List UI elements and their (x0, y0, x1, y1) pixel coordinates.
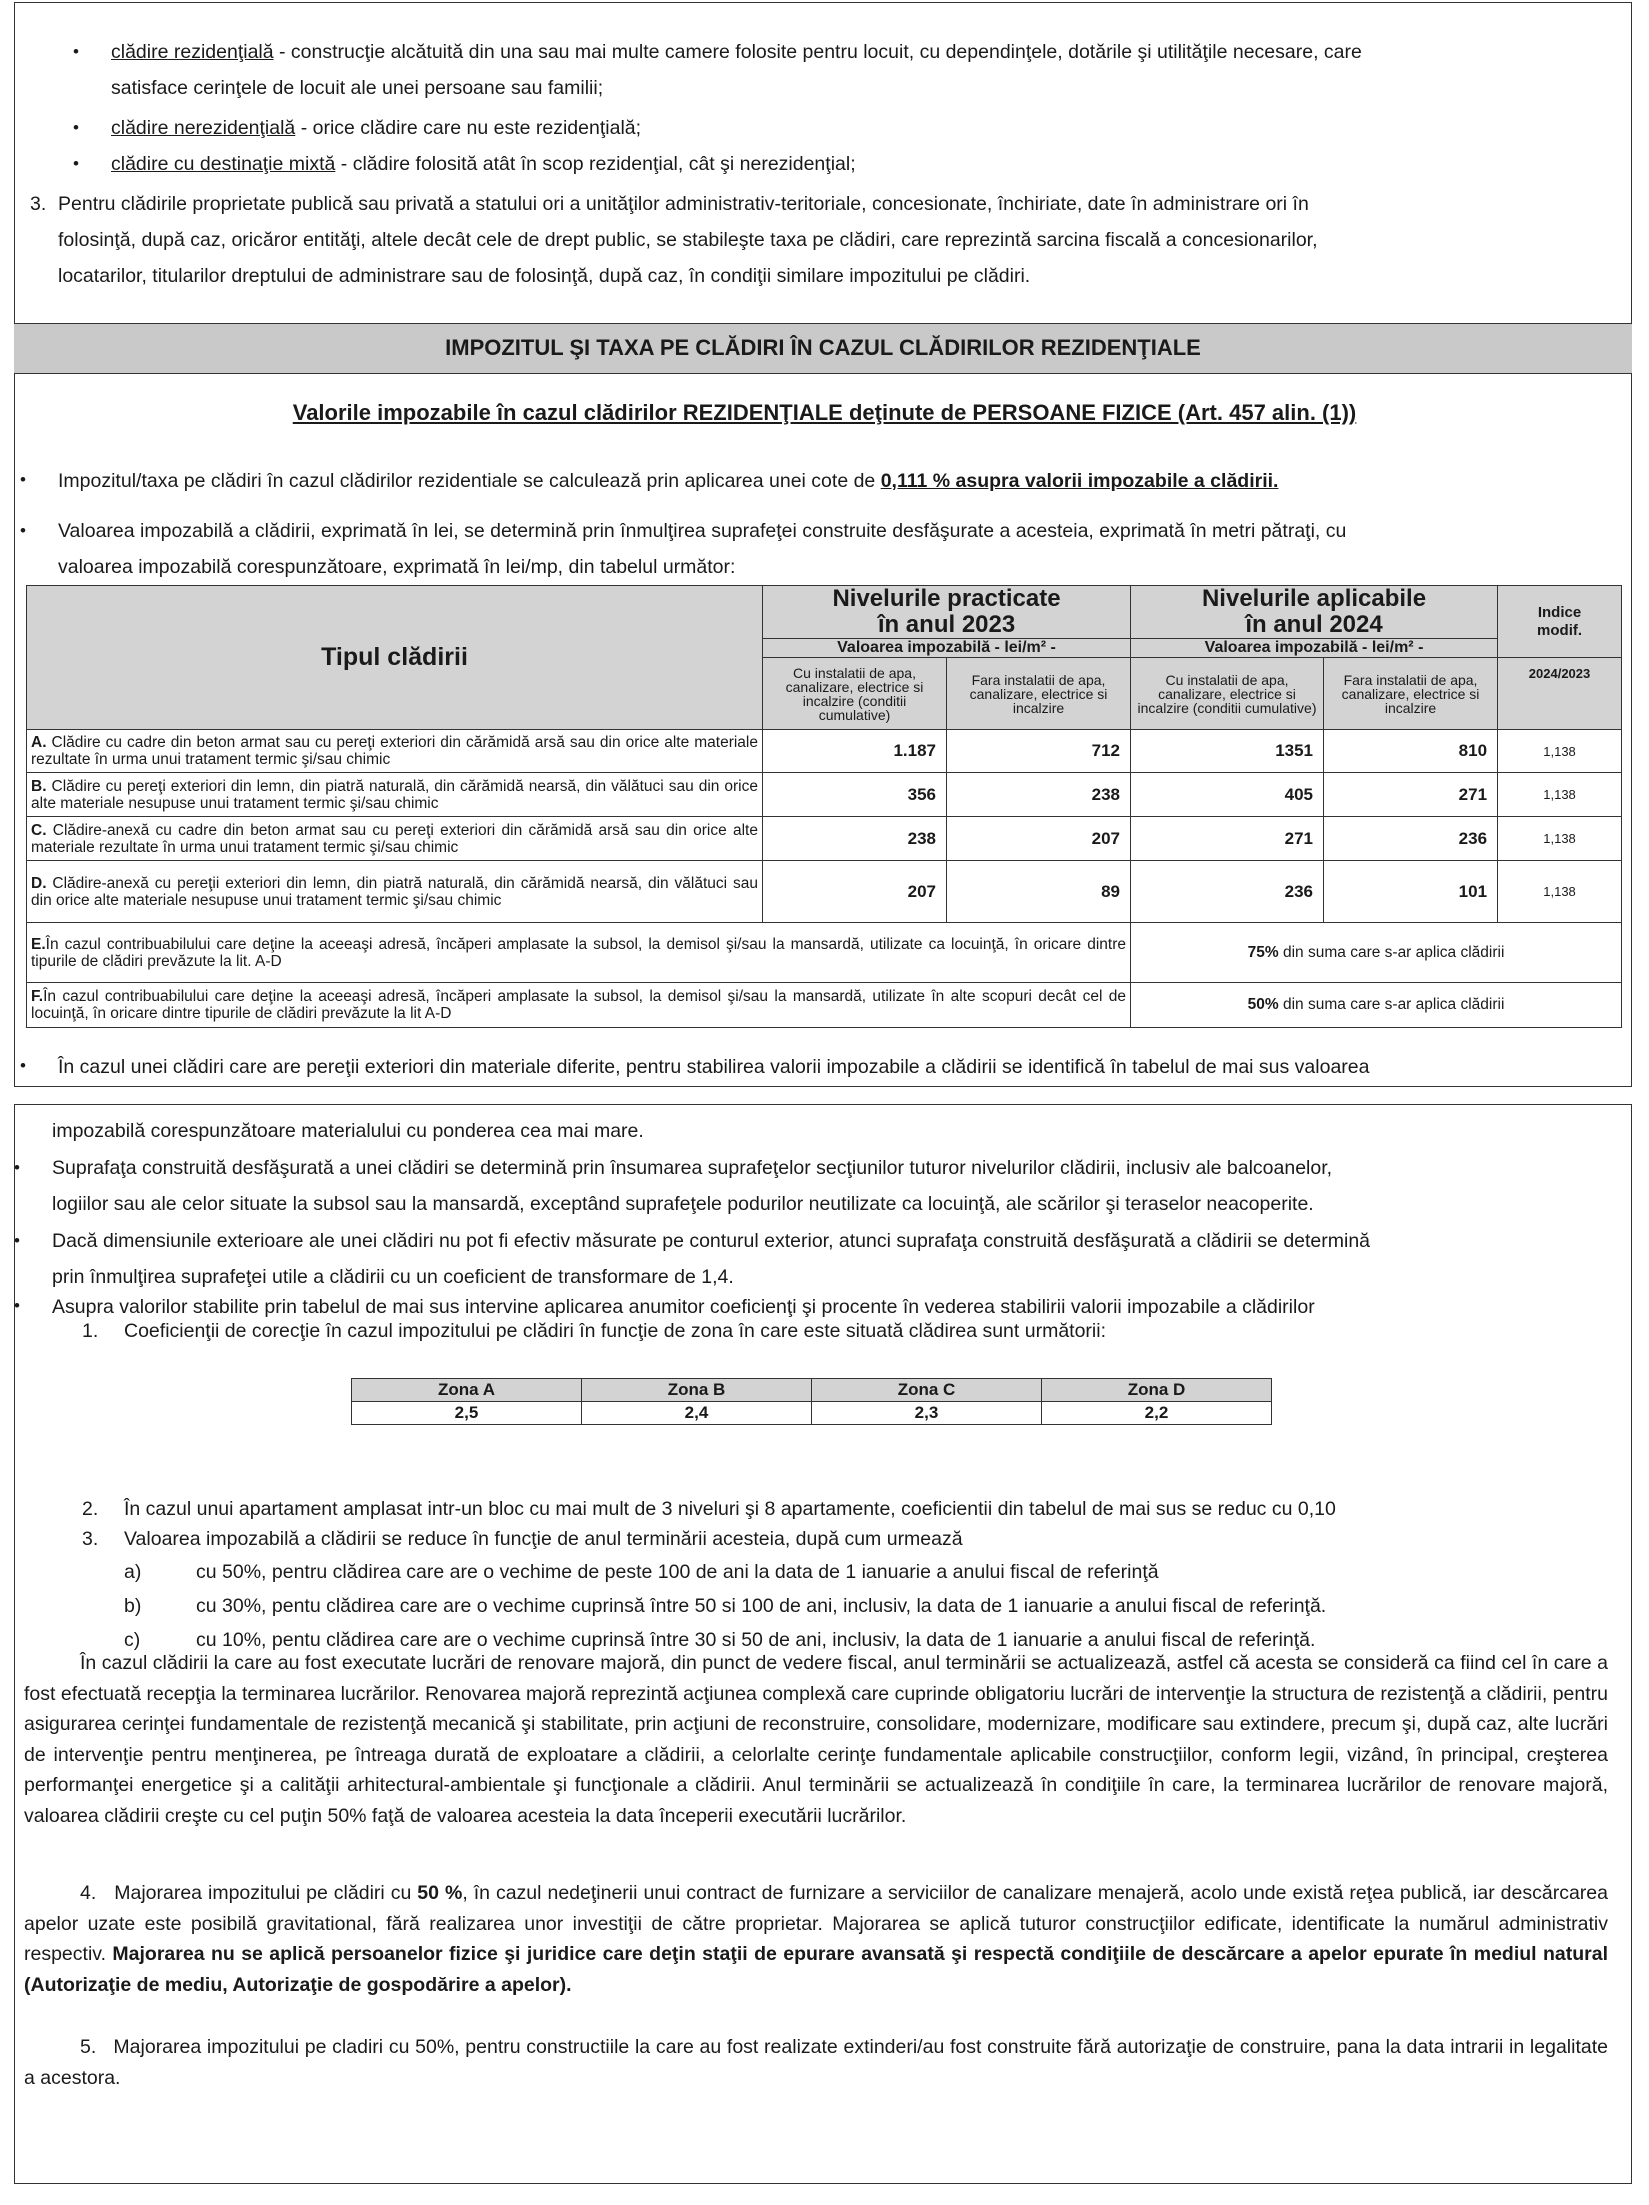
value-2024-with: 236 (1131, 861, 1324, 923)
levels-2024-header (1131, 586, 1498, 639)
row-letter: B. (31, 777, 47, 795)
tax-rate-highlight: 0,111 % asupra valorii impozabile a clădirii. (880, 470, 1279, 492)
value-2023-with: 238 (763, 817, 947, 861)
item-5-number: 5. (80, 2036, 97, 2058)
zone-b-header: Zona B (582, 1379, 812, 1402)
item-5-text: Majorarea impozitului pe cladiri cu 50%, pentru constructiile la care au fost realizate extinderi/au fost construite fără autorizaţie de construire, pana la data intrarii in legalitate a acestora. (24, 2036, 1608, 2089)
row-text: Clădire-anexă cu pereţii exteriori din lemn, din piatră naturală, din cărămidă nearsă, din vălătuci sau din orice alte materiale nesupuse unui tratament termic şi/sau chimic (31, 874, 758, 909)
table-subtitle: Valorile impozabile în cazul clădirilor REZIDENŢIALE deţinute de PERSOANE FIZICE (Art. 457 alin. (1)) (292, 400, 1357, 425)
item-2-text: În cazul unui apartament amplasat intr-un bloc cu mai mult de 3 niveluri şi 8 apartamente, coeficientii din tabelul de mai sus se reduc cu 0,10 (124, 1498, 1336, 1520)
zone-a-value: 2,5 (352, 1402, 582, 1425)
percentage-text: din suma care s-ar aplica clădirii (1278, 943, 1505, 961)
term-non-residential: clădire nerezidenţială (111, 117, 296, 139)
index-value: 1,138 (1498, 861, 1622, 923)
term-mixed: clădire cu destinaţie mixtă (111, 153, 336, 175)
definition-mixed (111, 146, 1621, 182)
bullet-text: Valoarea impozabilă a clădirii, exprimată în lei, se determină prin înmulţirea suprafeţei construite desfăşurate a acesteia, exprimată în metri pătraţi, cu (58, 520, 1347, 542)
section-header: IMPOZITUL ŞI TAXA PE CLĂDIRI ÎN CAZUL CLĂDIRILOR REZIDENŢIALE (14, 323, 1632, 374)
row-text: În cazul contribuabilului care deţine la aceeaşi adresă, încăperi amplasate la subsol, la demisol şi/sau la mansardă, utilizate în alte scopuri decât cel de locuinţă, în oricare dintre tipurile de clădiri prevăzute la lit A-D (31, 988, 1127, 1022)
item-3-line-2: folosinţă, după caz, oricăror entităţi, altele decât cele de drept public, se stabileşte taxa pe clădiri, care reprezintă sarcina fiscală a concesionarilor, (58, 229, 1318, 251)
item-5-paragraph (24, 2032, 1608, 2093)
sub-item-c-label: c) (124, 1629, 141, 1651)
item-4-number: 4. (80, 1882, 97, 1904)
row-letter: C. (31, 821, 47, 839)
item-3b-number: 3. (82, 1528, 99, 1550)
taxable-value-label-2024: Valoarea impozabilă - lei/m² - (1131, 639, 1498, 658)
zone-c-value: 2,3 (812, 1402, 1042, 1425)
value-2023-without: 238 (947, 773, 1131, 817)
row-letter: E. (31, 935, 46, 953)
zone-d-header: Zona D (1042, 1379, 1272, 1402)
row-text: Clădire cu pereţi exteriori din lemn, din piatră naturală, din cărămidă nearsă, din vălătuci sau din orice alte materiale nesupuse unui tratament termic şi/sau chimic (31, 777, 758, 812)
item-4-text: Majorarea impozitului pe clădiri cu (114, 1882, 418, 1904)
value-2023-with: 207 (763, 861, 947, 923)
sub-item-a-text: cu 50%, pentru clădirea care are o vechime de peste 100 de ani la data de 1 ianuarie a anului fiscal de referinţă (196, 1561, 1159, 1583)
value-2024-without: 101 (1324, 861, 1498, 923)
value-2023-without: 207 (947, 817, 1131, 861)
header-line: modif. (1537, 621, 1583, 639)
index-header (1498, 586, 1622, 658)
building-type-header: Tipul clădirii (27, 586, 763, 730)
value-2024-with: 1351 (1131, 730, 1324, 773)
value-2024-with: 271 (1131, 817, 1324, 861)
row-description (27, 861, 763, 923)
value-2023-without: 89 (947, 861, 1131, 923)
row-letter: A. (31, 734, 47, 751)
percentage-cell (1131, 923, 1622, 983)
row-text: Clădire-anexă cu cadre din beton armat sau cu pereţi exteriori din cărămidă arsă sau din orice alte materiale rezultate în urma unui tratament termic şi/sau chimic (31, 821, 758, 856)
row-description (27, 983, 1131, 1028)
value-2023-with: 1.187 (763, 730, 947, 773)
index-years: 2024/2023 (1498, 658, 1622, 730)
item-4-text-cont: , în cazul nedeţinerii unui contract de furnizare a serviciilor de canalizare menajeră, acolo unde există reţea publică, iar descărcarea apelor uzate este posibilă gravitational, fără realizarea unor investiţii de către proprietar. Majorarea se aplică tuturor construcţiilor edificate, identificate la numărul administrativ respectiv. (24, 1882, 1608, 1966)
bullet-text-cont: valoarea impozabilă corespunzătoare, exprimată în lei/mp, din tabelul următor: (58, 556, 736, 578)
row-text: Clădire cu cadre din beton armat sau cu pereţi exteriori din cărămidă arsă sau din orice alte materiale rezultate în urma unui tratament termic şi/sau chimic (31, 734, 758, 768)
row-letter: F. (31, 988, 44, 1005)
definition-text: - orice clădire care nu este rezidenţială; (295, 117, 642, 139)
bullet-text: Dacă dimensiunile exterioare ale unei clădiri nu pot fi efectiv măsurate pe conturul exterior, atunci suprafaţa construită desfăşurată a clădirii se determină (52, 1230, 1371, 1252)
table-row (27, 773, 1622, 817)
sub-item-a-label: a) (124, 1561, 142, 1583)
item-3b-text: Valoarea impozabilă a clădirii se reduce în funcţie de anul terminării acesteia, după cum urmează (124, 1528, 963, 1550)
sub-item-b-text: cu 30%, pentu clădirea care are o vechime cuprinsă între 50 si 100 de ani, inclusiv, la data de 1 ianuarie a anului fiscal de referinţă. (196, 1595, 1327, 1617)
bullet-text-cont: logiilor sau ale celor situate la subsol sau la mansardă, exceptând suprafeţele podurilor neutilizate ca locuinţă, ale scărilor şi teraselor neacoperite. (52, 1193, 1314, 1215)
definition-text: - clădire folosită atât în scop rezidenţial, cât şi nerezidenţial; (335, 153, 856, 175)
zone-b-value: 2,4 (582, 1402, 812, 1425)
bullet-text: Suprafaţa construită desfăşurată a unei clădiri se determină prin însumarea suprafeţelor secţiunilor tuturor nivelurilor clădirii, inclusiv ale balcoanelor, (52, 1157, 1333, 1179)
index-value: 1,138 (1498, 730, 1622, 773)
col-without-utilities-2023: Fara instalatii de apa, canalizare, electrice si incalzire (947, 658, 1131, 730)
value-2023-without: 712 (947, 730, 1131, 773)
header-line: Nivelurile aplicabile (1201, 585, 1427, 612)
row-description (27, 923, 1131, 983)
item-1-text: Coeficienţii de corecţie în cazul impozitului pe clădiri în funcţie de zona în care este situată clădirea sunt următorii: (124, 1320, 1106, 1342)
percentage-value: 75% (1247, 943, 1279, 961)
item-4-paragraph (24, 1878, 1608, 2000)
bullet-text: În cazul unei clădiri care are pereţii exteriori din materiale diferite, pentru stabilirea valorii impozabile a clădirii se identifică în tabelul de mai sus valoarea (58, 1056, 1370, 1078)
value-2024-with: 405 (1131, 773, 1324, 817)
value-2023-with: 356 (763, 773, 947, 817)
percentage-text: din suma care s-ar aplica clădirii (1278, 996, 1505, 1013)
zone-c-header: Zona C (812, 1379, 1042, 1402)
bullet-tax-rate (58, 470, 1623, 493)
term-residential: clădire rezidenţială (111, 41, 274, 63)
table-row (27, 861, 1622, 923)
index-value: 1,138 (1498, 773, 1622, 817)
sub-item-c-text: cu 10%, pentu clădirea care are o vechime cuprinsă între 30 si 50 de ani, inclusiv, la data de 1 ianuarie a anului fiscal de referinţă. (196, 1629, 1316, 1651)
index-value: 1,138 (1498, 817, 1622, 861)
col-without-utilities-2024: Fara instalatii de apa, canalizare, electrice si incalzire (1324, 658, 1498, 730)
row-description (27, 773, 763, 817)
definition-text: - construcţie alcătuită din una sau mai multe camere folosite pentru locuit, cu dependinţele, dotările şi utilităţile necesare, care (273, 41, 1362, 63)
item-3-number: 3. (30, 193, 47, 215)
zone-a-header: Zona A (352, 1379, 582, 1402)
row-letter: D. (31, 874, 47, 892)
col-with-utilities-2024: Cu instalatii de apa, canalizare, electrice si incalzire (conditii cumulative) (1131, 658, 1324, 730)
header-line: în anul 2023 (877, 611, 1016, 638)
item-3-line-1: Pentru clădirile proprietate publică sau privată a statului ori a unităţilor administrativ-teritoriale, concesionate, închiriate, date în administrare ori în (58, 193, 1309, 215)
definition-residential (111, 34, 1621, 106)
bullet-text: Impozitul/taxa pe clădiri în cazul clădirilor rezidentiale se calculează prin aplicarea unei cote de (58, 470, 881, 492)
table-row (27, 817, 1622, 861)
table-row-f (27, 983, 1622, 1028)
zone-d-value: 2,2 (1042, 1402, 1272, 1425)
table-row (27, 730, 1622, 773)
header-line: în anul 2024 (1245, 611, 1383, 638)
item-3-line-3: locatarilor, titularilor dreptului de administrare sau de folosinţă, după caz, în condiţii similare impozitului pe clădiri. (58, 265, 1031, 287)
value-2024-without: 810 (1324, 730, 1498, 773)
header-line: Nivelurile practicate (832, 585, 1061, 612)
levels-2023-header (763, 586, 1131, 639)
taxable-values-table (26, 585, 1622, 1028)
item-4-percent: 50 % (417, 1882, 463, 1904)
sub-item-b-label: b) (124, 1595, 142, 1617)
row-text: În cazul contribuabilului care deţine la aceeaşi adresă, încăperi amplasate la subsol, la demisol şi/sau la mansardă, utilizate ca locuinţă, în oricare dintre tipurile de clădiri prevăzute la lit. A-D (31, 935, 1127, 970)
value-2024-without: 271 (1324, 773, 1498, 817)
header-line: Indice (1537, 603, 1582, 621)
bullet-mixed-materials-cont: impozabilă corespunzătoare materialului cu ponderea cea mai mare. (52, 1120, 644, 1142)
bullet-text: Asupra valorilor stabilite prin tabelul de mai sus intervine aplicarea anumitor coeficienţi şi procente în vederea stabilirii valorii impozabile a clădirilor (52, 1296, 1315, 1318)
item-4-exception: Majorarea nu se aplică persoanelor fizice şi juridice care deţin staţii de epurare avansată şi respectă condiţiile de descărcare a apelor epurate în mediul natural (Autorizaţie de mediu, Autorizaţie de gospodărire a apelor). (24, 1943, 1608, 1996)
taxable-value-label-2023: Valoarea impozabilă - lei/m² - (763, 639, 1131, 658)
table-row-e (27, 923, 1622, 983)
bullet-dimensions (52, 1223, 1617, 1295)
item-2-number: 2. (82, 1498, 99, 1520)
percentage-cell (1131, 983, 1622, 1028)
bullet-text-cont: prin înmulţirea suprafeţei utile a clădirii cu un coeficient de transformare de 1,4. (52, 1266, 734, 1288)
col-with-utilities-2023: Cu instalatii de apa, canalizare, electrice si incalzire (conditii cumulative) (763, 658, 947, 730)
bullet-mixed-materials (58, 1056, 1623, 1079)
zone-coefficients-table (351, 1378, 1272, 1425)
renovation-paragraph: În cazul clădirii la care au fost executate lucrări de renovare majoră, din punct de vedere fiscal, anul terminării se actualizează, astfel că acesta se consideră ca fiind cel în care a fost efectuată recepţia la terminarea lucrărilor. Renovarea majoră reprezintă acţiunea complexă care cuprinde obligatoriu lucrări de intervenţie la structura de rezistenţă a clădirii, pentru asigurarea cerinţei fundamentale de rezistenţă mecanică şi stabilitate, prin acţiuni de reconstruire, consolidare, modernizare, modificare sau extindere, precum şi, după caz, alte lucrări de intervenţie pentru menţinerea, pe întreaga durată de exploatare a clădirii, a celorlalte cerinţe fundamentale aplicabile construcţiilor, conform legii, vizând, în principal, creşterea performanţei energetice şi a calităţii arhitectural-ambientale şi funcţionale a clădirii. Anul terminării se actualizează în condiţiile în care, la terminarea lucrărilor de renovare majoră, valoarea clădirii creşte cu cel puţin 50% faţă de valoarea acesteia la data începerii executării lucrărilor. (24, 1652, 1608, 1827)
row-description (27, 730, 763, 773)
bullet-value-method (58, 513, 1623, 585)
value-2024-without: 236 (1324, 817, 1498, 861)
definition-text-cont: satisface cerinţele de locuit ale unei persoane sau familii; (111, 77, 604, 99)
item-1-number: 1. (82, 1320, 99, 1342)
percentage-value: 50% (1247, 996, 1279, 1013)
row-description (27, 817, 763, 861)
bullet-built-area (52, 1150, 1617, 1222)
definition-non-residential (111, 110, 1621, 146)
